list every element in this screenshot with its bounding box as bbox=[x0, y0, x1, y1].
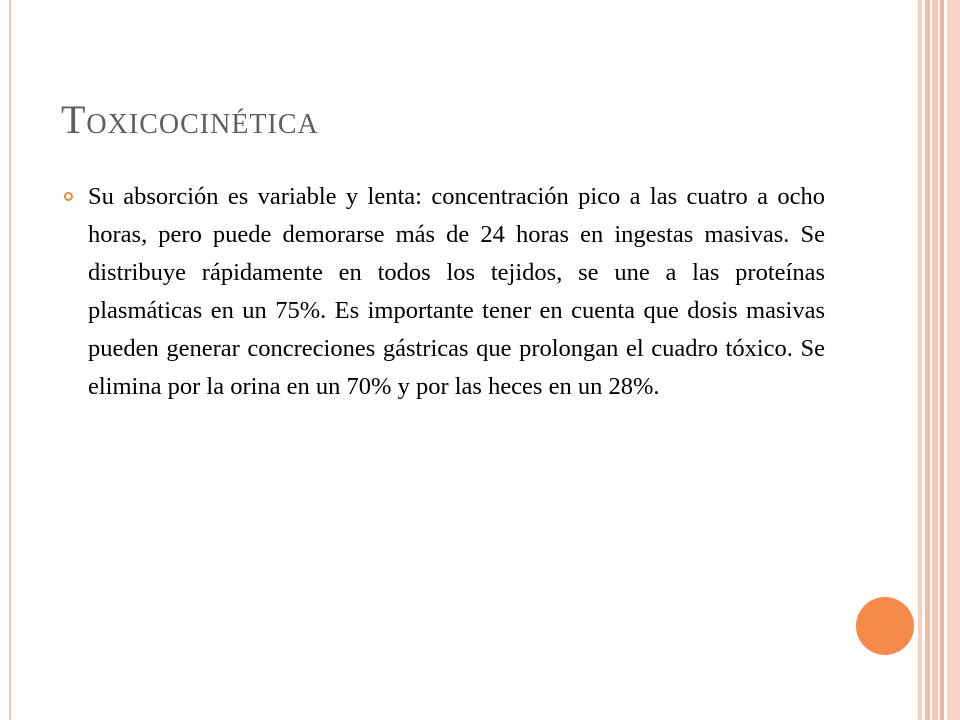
bullet-item bbox=[61, 178, 825, 407]
slide-body bbox=[61, 178, 825, 407]
decorative-circle bbox=[856, 597, 914, 655]
slide-title: Toxicocinética bbox=[61, 97, 319, 142]
left-frame-line bbox=[9, 0, 11, 720]
bullet-circle-icon bbox=[64, 192, 73, 201]
bullet-text: Su absorción es variable y lenta: concentración pico a las cuatro a ocho horas, pero puede demorarse más de 24 horas en ingestas masivas. Se distribuye rápidamente en todos los tejidos, se une a las proteínas plasmáticas en un 75%. Es importante tener en cuenta que dosis masivas pueden generar concreciones gástricas que prolongan el cuadro tóxico. Se elimina por la orina en un 70% y por las heces en un 28%. bbox=[88, 183, 825, 401]
